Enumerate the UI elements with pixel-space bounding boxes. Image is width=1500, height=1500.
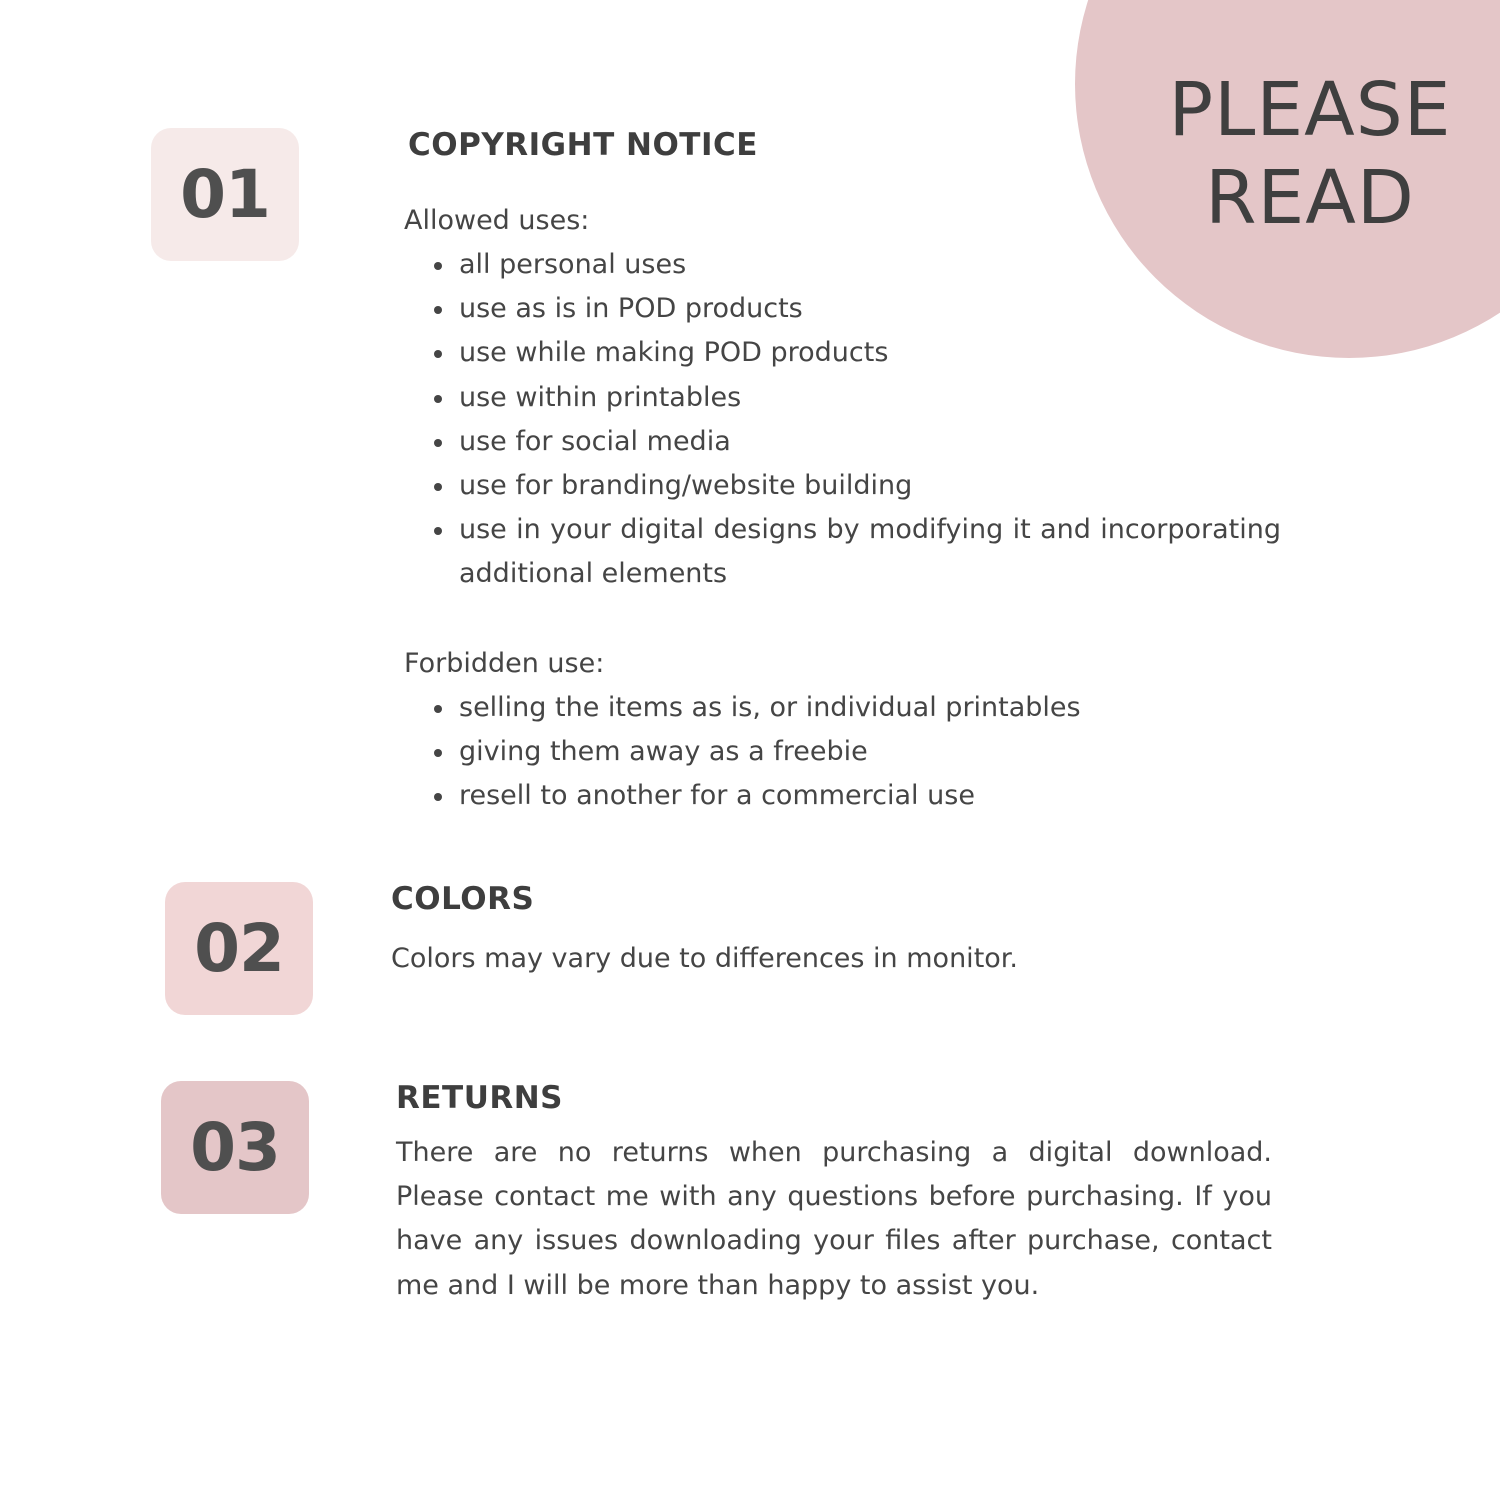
list-item: use in your digital designs by modifying it and incorporating additional elements — [459, 508, 1281, 596]
please-read-line-2: READ — [1205, 155, 1415, 241]
allowed-uses-list — [459, 243, 1281, 597]
list-item: giving them away as a freebie — [459, 730, 1281, 774]
please-read-title — [1130, 66, 1490, 242]
list-item: use for social media — [459, 420, 1281, 464]
list-item: resell to another for a commercial use — [459, 774, 1281, 818]
list-item: use for branding/website building — [459, 464, 1281, 508]
please-read-line-1: PLEASE — [1168, 67, 1452, 153]
section-number-03: 03 — [161, 1081, 309, 1214]
list-item: selling the items as is, or individual printables — [459, 686, 1281, 730]
allowed-uses-label: Allowed uses: — [404, 205, 590, 236]
forbidden-use-label: Forbidden use: — [404, 648, 605, 679]
list-item: use while making POD products — [459, 331, 1281, 375]
list-item: use within printables — [459, 376, 1281, 420]
list-item: all personal uses — [459, 243, 1281, 287]
colors-description: Colors may vary due to differences in monitor. — [391, 943, 1018, 974]
forbidden-use-list — [459, 686, 1281, 819]
returns-description: There are no returns when purchasing a digital download. Please contact me with any questions before purchasing. If you have any issues downloading your files after purchase, contact me and I will be more than happy to assist you. — [396, 1137, 1272, 1301]
section-heading-colors: COLORS — [391, 881, 535, 917]
section-heading-returns: RETURNS — [396, 1080, 564, 1116]
section-number-01: 01 — [151, 128, 299, 261]
list-item: use as is in POD products — [459, 287, 1281, 331]
section-heading-copyright: COPYRIGHT NOTICE — [408, 127, 758, 163]
section-number-02: 02 — [165, 882, 313, 1015]
